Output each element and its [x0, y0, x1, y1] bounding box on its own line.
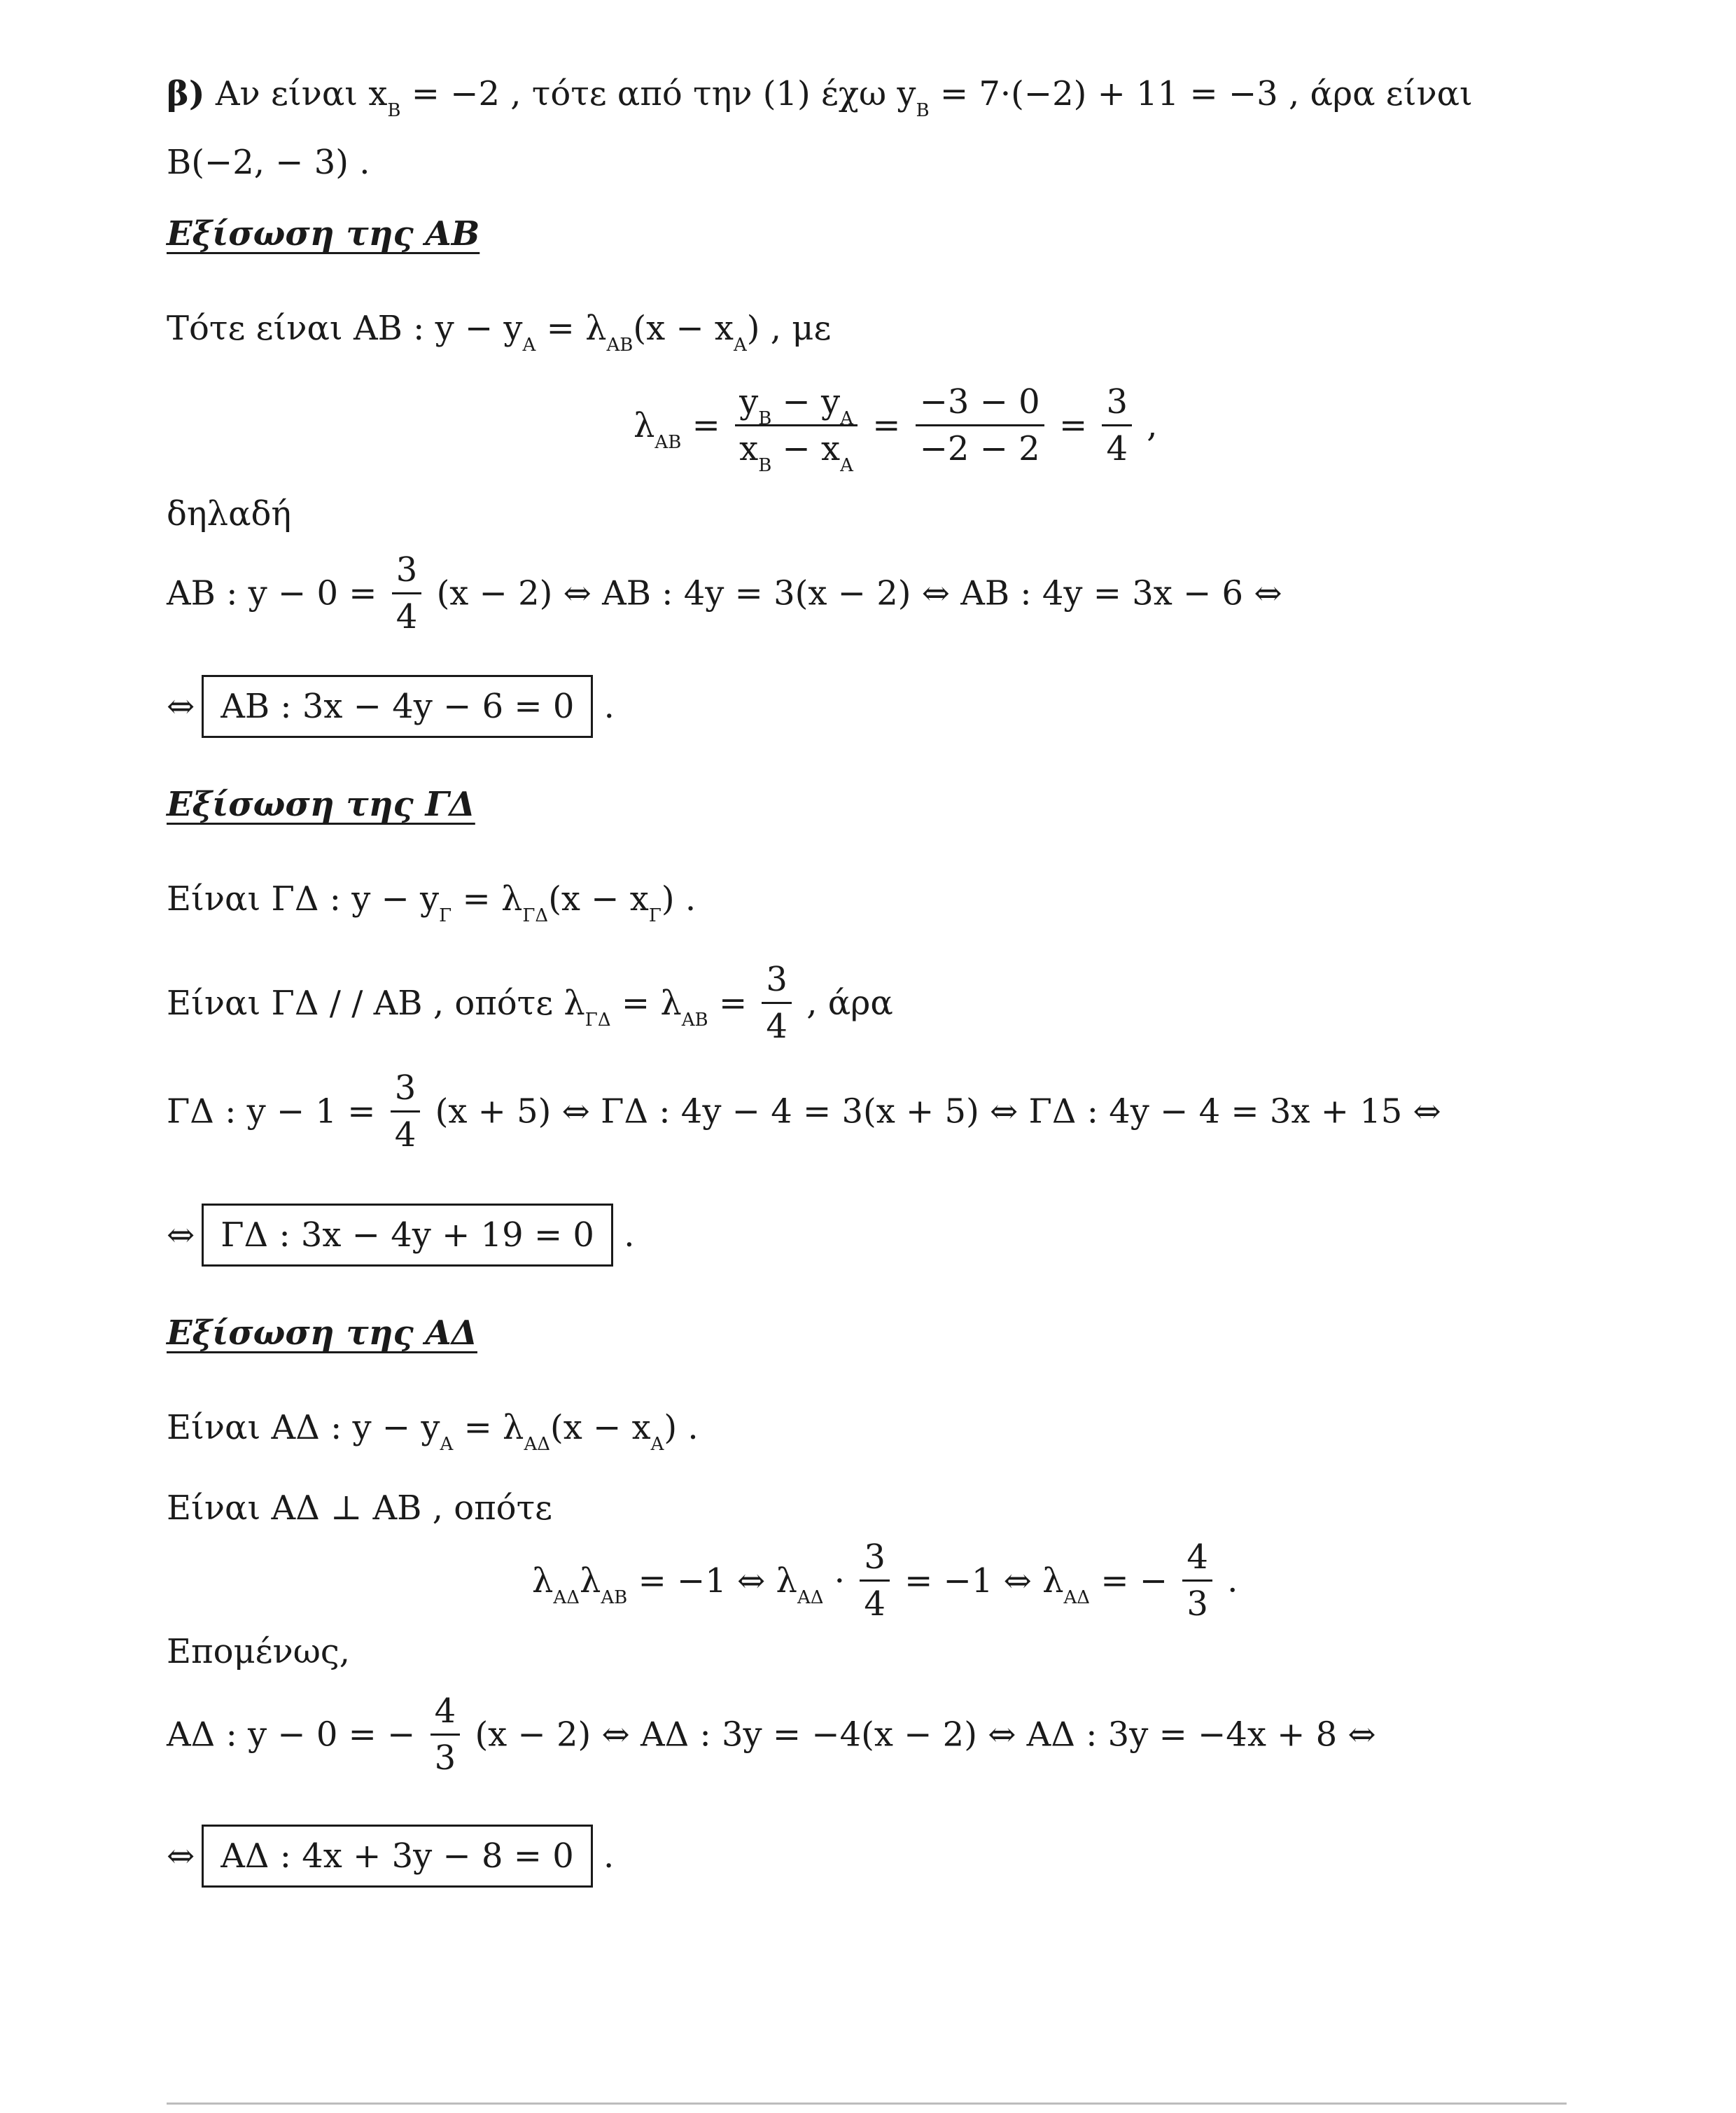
ab-result-line: [167, 687, 615, 726]
ad-eq-pre: ΑΔ : y − 0 = −: [167, 1715, 416, 1755]
gd-parallel-eq: = λ: [621, 983, 682, 1023]
ad-intro-post: ) .: [664, 1408, 699, 1447]
equals-sign: =: [1058, 405, 1088, 445]
fraction-numerator: −3 − 0: [919, 382, 1040, 421]
footer-divider: [167, 2102, 1567, 2105]
subscript-g: Γ: [439, 905, 452, 926]
point-b: B(−2, − 3) .: [167, 143, 370, 182]
fraction-denominator: 3: [1182, 1579, 1212, 1621]
gd-intro-post: ) .: [661, 879, 696, 919]
equals-sign: =: [718, 983, 748, 1023]
gd-result-box: ΓΔ : 3x − 4y + 19 = 0: [202, 1204, 613, 1267]
ad-slope-result-fraction: [1182, 1537, 1212, 1624]
slope-ab-formula: $\lambda_{AB}$ = $\frac{y_B - y_A}{x_B - x_A}$ = $\frac{-3 - 0}{-2 - 2}$ = $\frac{3}{4}$ ,: [634, 382, 1158, 476]
ab-intro-paren: (x − x: [633, 309, 734, 348]
gd-result-line: [167, 1215, 635, 1255]
gd-eq-post: (x + 5) ⇔ ΓΔ : 4y − 4 = 3(x + 5) ⇔ ΓΔ : 4y − 4 = 3x + 15 ⇔: [435, 1092, 1441, 1131]
period: .: [603, 687, 615, 726]
subscript-ad: ΑΔ: [553, 1587, 580, 1608]
gd-intro-paren: (x − x: [548, 879, 649, 919]
ab-intro-post: ) , με: [746, 309, 832, 348]
fraction-numerator: 3: [396, 550, 418, 590]
equals-sign: =: [872, 405, 901, 445]
xb-equation: = −2 , τότε από την (1) έχω: [411, 74, 887, 113]
subscript-ab: AB: [681, 1009, 708, 1031]
subscript-a: A: [650, 1434, 664, 1455]
fraction-numerator: 4: [434, 1692, 456, 1731]
ad-slope-mid2: = −1 ⇔ λ: [904, 1561, 1064, 1601]
subscript-gd: ΓΔ: [522, 905, 549, 926]
gd-parallel-post: , άρα: [806, 983, 893, 1023]
gd-intro-line: [167, 879, 696, 926]
ad-result-box: ΑΔ : 4x + 3y − 8 = 0: [202, 1825, 593, 1888]
heading-gd: Εξίσωση της ΓΔ: [167, 785, 475, 824]
subscript-g: Γ: [648, 905, 662, 926]
heading-ad: Εξίσωση της ΑΔ: [167, 1313, 477, 1353]
subscript-ab: AB: [606, 335, 634, 356]
fraction-numerator: 3: [766, 960, 788, 999]
gd-equation-line: [167, 1068, 1441, 1155]
dot-operator: ·: [834, 1561, 846, 1601]
word-epomenos: Επομένως,: [167, 1632, 351, 1671]
fraction-numerator: 3: [394, 1068, 416, 1108]
ad-slope-formula: $\lambda_{A\Delta}\lambda_{AB} = -1$ ⇔ $\lambda_{A\Delta}$ · $\frac{3}{4}$ = −1 ⇔ $\lambda_{A\Delta}$ = − $\frac{4}{3}$ .: [532, 1537, 1238, 1624]
subscript-ad: ΑΔ: [797, 1587, 824, 1608]
iff-symbol: ⇔: [167, 1215, 195, 1255]
gd-eq-pre: ΓΔ : y − 1 =: [167, 1092, 376, 1131]
ab-eq-post: (x − 2) ⇔ ΑΒ : 4y = 3(x − 2) ⇔ ΑΒ : 4y = 3x − 6 ⇔: [436, 573, 1282, 613]
gd-intro-lambda: = λ: [462, 879, 523, 919]
word-dilady: δηλαδή: [167, 494, 292, 534]
subscript-a: A: [522, 335, 536, 356]
gd-intro-pre: Είναι ΓΔ : y − y: [167, 879, 440, 919]
ad-result-line: [167, 1836, 615, 1876]
ad-intro-paren: (x − x: [550, 1408, 651, 1447]
fraction-denominator: 4: [391, 1110, 421, 1152]
ab-intro-pre: Τότε είναι ΑΒ : y − y: [167, 309, 523, 348]
var-y: y: [897, 74, 916, 113]
ab-intro-line: [167, 309, 832, 356]
fraction-numerator: 4: [1186, 1537, 1208, 1577]
ab-result-box: ΑΒ : 3x − 4y − 6 = 0: [202, 675, 593, 738]
ad-equation-line: [167, 1692, 1376, 1778]
fraction-denominator: 4: [392, 592, 422, 634]
ab-intro-lambda: = λ: [546, 309, 607, 348]
subscript-ad: ΑΔ: [1063, 1587, 1091, 1608]
equals-sign: =: [692, 405, 720, 445]
fraction-denominator: 3: [430, 1734, 461, 1775]
gd-parallel-line: [167, 960, 893, 1046]
subscript-ab: AB: [601, 1587, 628, 1608]
slope-fraction-coords: [735, 382, 858, 476]
subscript-b: B: [387, 100, 401, 121]
ad-slope-fraction: [860, 1537, 890, 1624]
ad-slope-mid: = −1 ⇔ λ: [638, 1561, 797, 1601]
ad-eq-fraction: [430, 1692, 461, 1778]
subscript-a: A: [734, 335, 747, 356]
ad-intro-line: [167, 1408, 699, 1455]
part-b-text: Αν είναι: [215, 74, 358, 113]
ad-eq-post: (x − 2) ⇔ ΑΔ : 3y = −4(x − 2) ⇔ ΑΔ : 3y = −4x + 8 ⇔: [475, 1715, 1376, 1755]
ad-intro-pre: Είναι ΑΔ : y − y: [167, 1408, 440, 1447]
part-label: β): [167, 74, 205, 113]
comma: ,: [1147, 405, 1158, 445]
ad-slope-eq: = −: [1100, 1561, 1168, 1601]
gd-parallel-pre: Είναι ΓΔ / / ΑΒ , οπότε λ: [167, 983, 585, 1023]
ab-equation-line: [167, 550, 1282, 636]
fraction-numerator: $y_B - y_A$: [739, 382, 853, 429]
fraction-denominator: 4: [762, 1002, 792, 1043]
ad-intro-lambda: = λ: [463, 1408, 524, 1447]
subscript-b: B: [916, 100, 930, 121]
fraction-numerator: 3: [1106, 382, 1128, 421]
iff-symbol: ⇔: [167, 1836, 195, 1876]
gd-parallel-fraction: [762, 960, 792, 1046]
period: .: [1227, 1561, 1238, 1601]
iff-symbol: ⇔: [167, 687, 195, 726]
slope-fraction-values: [916, 382, 1044, 468]
heading-ab: Εξίσωση της ΑΒ: [167, 214, 480, 253]
fraction-denominator: 4: [1102, 424, 1132, 466]
subscript-ab: AB: [654, 431, 682, 453]
fraction-denominator: 4: [860, 1579, 890, 1621]
yb-equation: = 7·(−2) + 11 = −3 , άρα είναι: [939, 74, 1473, 113]
ab-eq-fraction: [392, 550, 422, 636]
subscript-gd: ΓΔ: [584, 1009, 611, 1031]
subscript-a: A: [440, 1434, 454, 1455]
period: .: [603, 1836, 615, 1876]
ab-eq-pre: ΑΒ : y − 0 =: [167, 573, 377, 613]
slope-fraction-result: [1102, 382, 1132, 468]
fraction-denominator: $x_B - x_A$: [735, 424, 858, 466]
ad-perp-line: Είναι ΑΔ ⊥ ΑΒ , οπότε: [167, 1488, 552, 1528]
var-x: x: [368, 74, 388, 113]
fraction-numerator: 3: [864, 1537, 886, 1577]
part-b-line: [167, 74, 1473, 121]
subscript-ad: ΑΔ: [524, 1434, 551, 1455]
gd-eq-fraction: [391, 1068, 421, 1155]
fraction-denominator: −2 − 2: [916, 424, 1044, 466]
period: .: [624, 1215, 635, 1255]
